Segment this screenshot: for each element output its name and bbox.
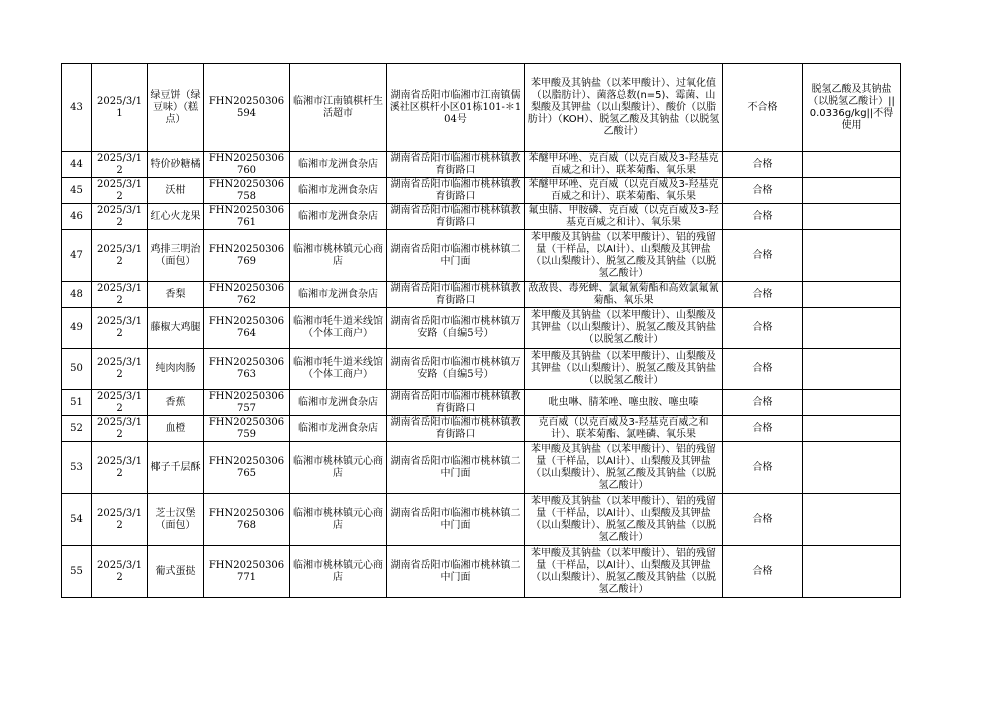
nonconforming-note-cell xyxy=(803,282,901,308)
store-address-cell: 湖南省岳阳市临湘市江南镇儒溪社区棋杆小区01栋101-＊104号 xyxy=(387,64,525,152)
table-row xyxy=(62,308,901,349)
store-address-cell: 湖南省岳阳市临湘市桃林镇二中门面 xyxy=(387,442,525,494)
result-cell: 合格 xyxy=(723,230,803,282)
result-cell: 合格 xyxy=(723,178,803,204)
sample-code-cell: FHN20250306760 xyxy=(204,152,290,178)
sample-code-cell: FHN20250306764 xyxy=(204,308,290,349)
product-name-cell: 椰子千层酥 xyxy=(148,442,204,494)
sample-code-cell: FHN20250306768 xyxy=(204,494,290,546)
row-number-cell: 46 xyxy=(62,204,92,230)
store-name-cell: 临湘市牦牛道米线馆（个体工商户） xyxy=(290,308,387,349)
sample-code-cell: FHN20250306757 xyxy=(204,390,290,416)
store-name-cell: 临湘市牦牛道米线馆（个体工商户） xyxy=(290,349,387,390)
store-address-cell: 湖南省岳阳市临湘市桃林镇二中门面 xyxy=(387,230,525,282)
product-name-cell: 芝士汉堡（面包） xyxy=(148,494,204,546)
sample-code-cell: FHN20250306763 xyxy=(204,349,290,390)
table-row xyxy=(62,152,901,178)
result-cell: 不合格 xyxy=(723,64,803,152)
product-name-cell: 香梨 xyxy=(148,282,204,308)
result-cell: 合格 xyxy=(723,442,803,494)
date-cell: 2025/3/12 xyxy=(92,390,148,416)
store-name-cell: 临湘市桃林镇元心商店 xyxy=(290,230,387,282)
date-cell: 2025/3/12 xyxy=(92,230,148,282)
row-number-cell: 52 xyxy=(62,416,92,442)
store-name-cell: 临湘市桃林镇元心商店 xyxy=(290,546,387,598)
table-row xyxy=(62,349,901,390)
table-row xyxy=(62,442,901,494)
result-cell: 合格 xyxy=(723,416,803,442)
store-address-cell: 湖南省岳阳市临湘市桃林镇教育街路口 xyxy=(387,204,525,230)
product-name-cell: 藤椒大鸡腿 xyxy=(148,308,204,349)
row-number-cell: 49 xyxy=(62,308,92,349)
table-row xyxy=(62,64,901,152)
nonconforming-note-cell xyxy=(803,204,901,230)
test-items-cell: 克百威（以克百威及3-羟基克百威之和计）、联苯菊酯、氯唑磷、氧乐果 xyxy=(525,416,723,442)
table-row xyxy=(62,230,901,282)
date-cell: 2025/3/12 xyxy=(92,178,148,204)
product-name-cell: 沃柑 xyxy=(148,178,204,204)
store-name-cell: 临湘市龙洲食杂店 xyxy=(290,178,387,204)
product-name-cell: 鸡排三明治（面包） xyxy=(148,230,204,282)
row-number-cell: 53 xyxy=(62,442,92,494)
result-cell: 合格 xyxy=(723,390,803,416)
store-name-cell: 临湘市桃林镇元心商店 xyxy=(290,494,387,546)
result-cell: 合格 xyxy=(723,349,803,390)
product-name-cell: 红心火龙果 xyxy=(148,204,204,230)
nonconforming-note-cell xyxy=(803,442,901,494)
table-row xyxy=(62,546,901,598)
date-cell: 2025/3/12 xyxy=(92,308,148,349)
date-cell: 2025/3/11 xyxy=(92,64,148,152)
date-cell: 2025/3/12 xyxy=(92,204,148,230)
date-cell: 2025/3/12 xyxy=(92,349,148,390)
result-cell: 合格 xyxy=(723,308,803,349)
store-address-cell: 湖南省岳阳市临湘市桃林镇二中门面 xyxy=(387,494,525,546)
nonconforming-note-cell xyxy=(803,494,901,546)
store-address-cell: 湖南省岳阳市临湘市桃林镇万安路（自编5号） xyxy=(387,349,525,390)
row-number-cell: 55 xyxy=(62,546,92,598)
result-cell: 合格 xyxy=(723,282,803,308)
table-row xyxy=(62,282,901,308)
nonconforming-note-cell xyxy=(803,390,901,416)
test-items-cell: 苯甲酸及其钠盐（以苯甲酸计）、铝的残留量（干样品，以Al计）、山梨酸及其钾盐（以山梨酸计）、脱氢乙酸及其钠盐（以脱氢乙酸计） xyxy=(525,230,723,282)
product-name-cell: 血橙 xyxy=(148,416,204,442)
nonconforming-note-cell: 脱氢乙酸及其钠盐（以脱氢乙酸计）||0.0336g/kg||不得使用 xyxy=(803,64,901,152)
result-cell: 合格 xyxy=(723,494,803,546)
nonconforming-note-cell xyxy=(803,152,901,178)
test-items-cell: 苯甲酸及其钠盐（以苯甲酸计）、铝的残留量（干样品，以Al计）、山梨酸及其钾盐（以山梨酸计）、脱氢乙酸及其钠盐（以脱氢乙酸计） xyxy=(525,442,723,494)
result-cell: 合格 xyxy=(723,152,803,178)
inspection-results-table xyxy=(61,63,901,598)
table-row xyxy=(62,416,901,442)
sample-code-cell: FHN20250306761 xyxy=(204,204,290,230)
table-row xyxy=(62,494,901,546)
date-cell: 2025/3/12 xyxy=(92,152,148,178)
result-cell: 合格 xyxy=(723,546,803,598)
row-number-cell: 44 xyxy=(62,152,92,178)
date-cell: 2025/3/12 xyxy=(92,494,148,546)
sample-code-cell: FHN20250306759 xyxy=(204,416,290,442)
row-number-cell: 50 xyxy=(62,349,92,390)
date-cell: 2025/3/12 xyxy=(92,282,148,308)
sample-code-cell: FHN20250306765 xyxy=(204,442,290,494)
nonconforming-note-cell xyxy=(803,416,901,442)
table-row xyxy=(62,204,901,230)
store-address-cell: 湖南省岳阳市临湘市桃林镇教育街路口 xyxy=(387,282,525,308)
test-items-cell: 苯甲酸及其钠盐（以苯甲酸计）、山梨酸及其钾盐（以山梨酸计）、脱氢乙酸及其钠盐（以脱氢乙酸计） xyxy=(525,308,723,349)
test-items-cell: 苯甲酸及其钠盐（以苯甲酸计）、铝的残留量（干样品，以Al计）、山梨酸及其钾盐（以山梨酸计）、脱氢乙酸及其钠盐（以脱氢乙酸计） xyxy=(525,546,723,598)
row-number-cell: 47 xyxy=(62,230,92,282)
row-number-cell: 48 xyxy=(62,282,92,308)
product-name-cell: 香蕉 xyxy=(148,390,204,416)
row-number-cell: 43 xyxy=(62,64,92,152)
product-name-cell: 特价砂糖橘 xyxy=(148,152,204,178)
store-address-cell: 湖南省岳阳市临湘市桃林镇教育街路口 xyxy=(387,390,525,416)
store-address-cell: 湖南省岳阳市临湘市桃林镇二中门面 xyxy=(387,546,525,598)
result-cell: 合格 xyxy=(723,204,803,230)
store-name-cell: 临湘市龙洲食杂店 xyxy=(290,282,387,308)
test-items-cell: 苯甲酸及其钠盐（以苯甲酸计）、山梨酸及其钾盐（以山梨酸计）、脱氢乙酸及其钠盐（以脱氢乙酸计） xyxy=(525,349,723,390)
sample-code-cell: FHN20250306769 xyxy=(204,230,290,282)
nonconforming-note-cell xyxy=(803,308,901,349)
row-number-cell: 45 xyxy=(62,178,92,204)
sample-code-cell: FHN20250306762 xyxy=(204,282,290,308)
test-items-cell: 氟虫腈、甲胺磷、克百威（以克百威及3-羟基克百威之和计）、氧乐果 xyxy=(525,204,723,230)
store-name-cell: 临湘市龙洲食杂店 xyxy=(290,204,387,230)
nonconforming-note-cell xyxy=(803,349,901,390)
nonconforming-note-cell xyxy=(803,546,901,598)
product-name-cell: 纯肉肉肠 xyxy=(148,349,204,390)
test-items-cell: 敌敌畏、毒死蜱、氯氟氰菊酯和高效氯氟氰菊酯、氧乐果 xyxy=(525,282,723,308)
store-name-cell: 临湘市龙洲食杂店 xyxy=(290,390,387,416)
test-items-cell: 吡虫啉、腈苯唑、噻虫胺、噻虫嗪 xyxy=(525,390,723,416)
store-address-cell: 湖南省岳阳市临湘市桃林镇教育街路口 xyxy=(387,152,525,178)
store-name-cell: 临湘市桃林镇元心商店 xyxy=(290,442,387,494)
store-address-cell: 湖南省岳阳市临湘市桃林镇教育街路口 xyxy=(387,178,525,204)
table-row xyxy=(62,390,901,416)
row-number-cell: 51 xyxy=(62,390,92,416)
sample-code-cell: FHN20250306594 xyxy=(204,64,290,152)
product-name-cell: 绿豆饼（绿豆味）（糕点） xyxy=(148,64,204,152)
store-address-cell: 湖南省岳阳市临湘市桃林镇万安路（自编5号） xyxy=(387,308,525,349)
date-cell: 2025/3/12 xyxy=(92,416,148,442)
date-cell: 2025/3/12 xyxy=(92,442,148,494)
test-items-cell: 苯醚甲环唑、克百威（以克百威及3-羟基克百威之和计）、联苯菊酯、氧乐果 xyxy=(525,178,723,204)
nonconforming-note-cell xyxy=(803,230,901,282)
store-address-cell: 湖南省岳阳市临湘市桃林镇教育街路口 xyxy=(387,416,525,442)
test-items-cell: 苯醚甲环唑、克百威（以克百威及3-羟基克百威之和计）、联苯菊酯、氧乐果 xyxy=(525,152,723,178)
sample-code-cell: FHN20250306771 xyxy=(204,546,290,598)
product-name-cell: 葡式蛋挞 xyxy=(148,546,204,598)
store-name-cell: 临湘市龙洲食杂店 xyxy=(290,152,387,178)
nonconforming-note-cell xyxy=(803,178,901,204)
test-items-cell: 苯甲酸及其钠盐（以苯甲酸计）、过氧化值（以脂肪计）、菌落总数(n=5)、霉菌、山梨酸及其钾盐（以山梨酸计）、酸价（以脂肪计）（KOH）、脱氢乙酸及其钠盐（以脱氢乙酸计） xyxy=(525,64,723,152)
date-cell: 2025/3/12 xyxy=(92,546,148,598)
table-row xyxy=(62,178,901,204)
sample-code-cell: FHN20250306758 xyxy=(204,178,290,204)
store-name-cell: 临湘市江南镇棋杆生活超市 xyxy=(290,64,387,152)
test-items-cell: 苯甲酸及其钠盐（以苯甲酸计）、铝的残留量（干样品，以Al计）、山梨酸及其钾盐（以山梨酸计）、脱氢乙酸及其钠盐（以脱氢乙酸计） xyxy=(525,494,723,546)
row-number-cell: 54 xyxy=(62,494,92,546)
store-name-cell: 临湘市龙洲食杂店 xyxy=(290,416,387,442)
